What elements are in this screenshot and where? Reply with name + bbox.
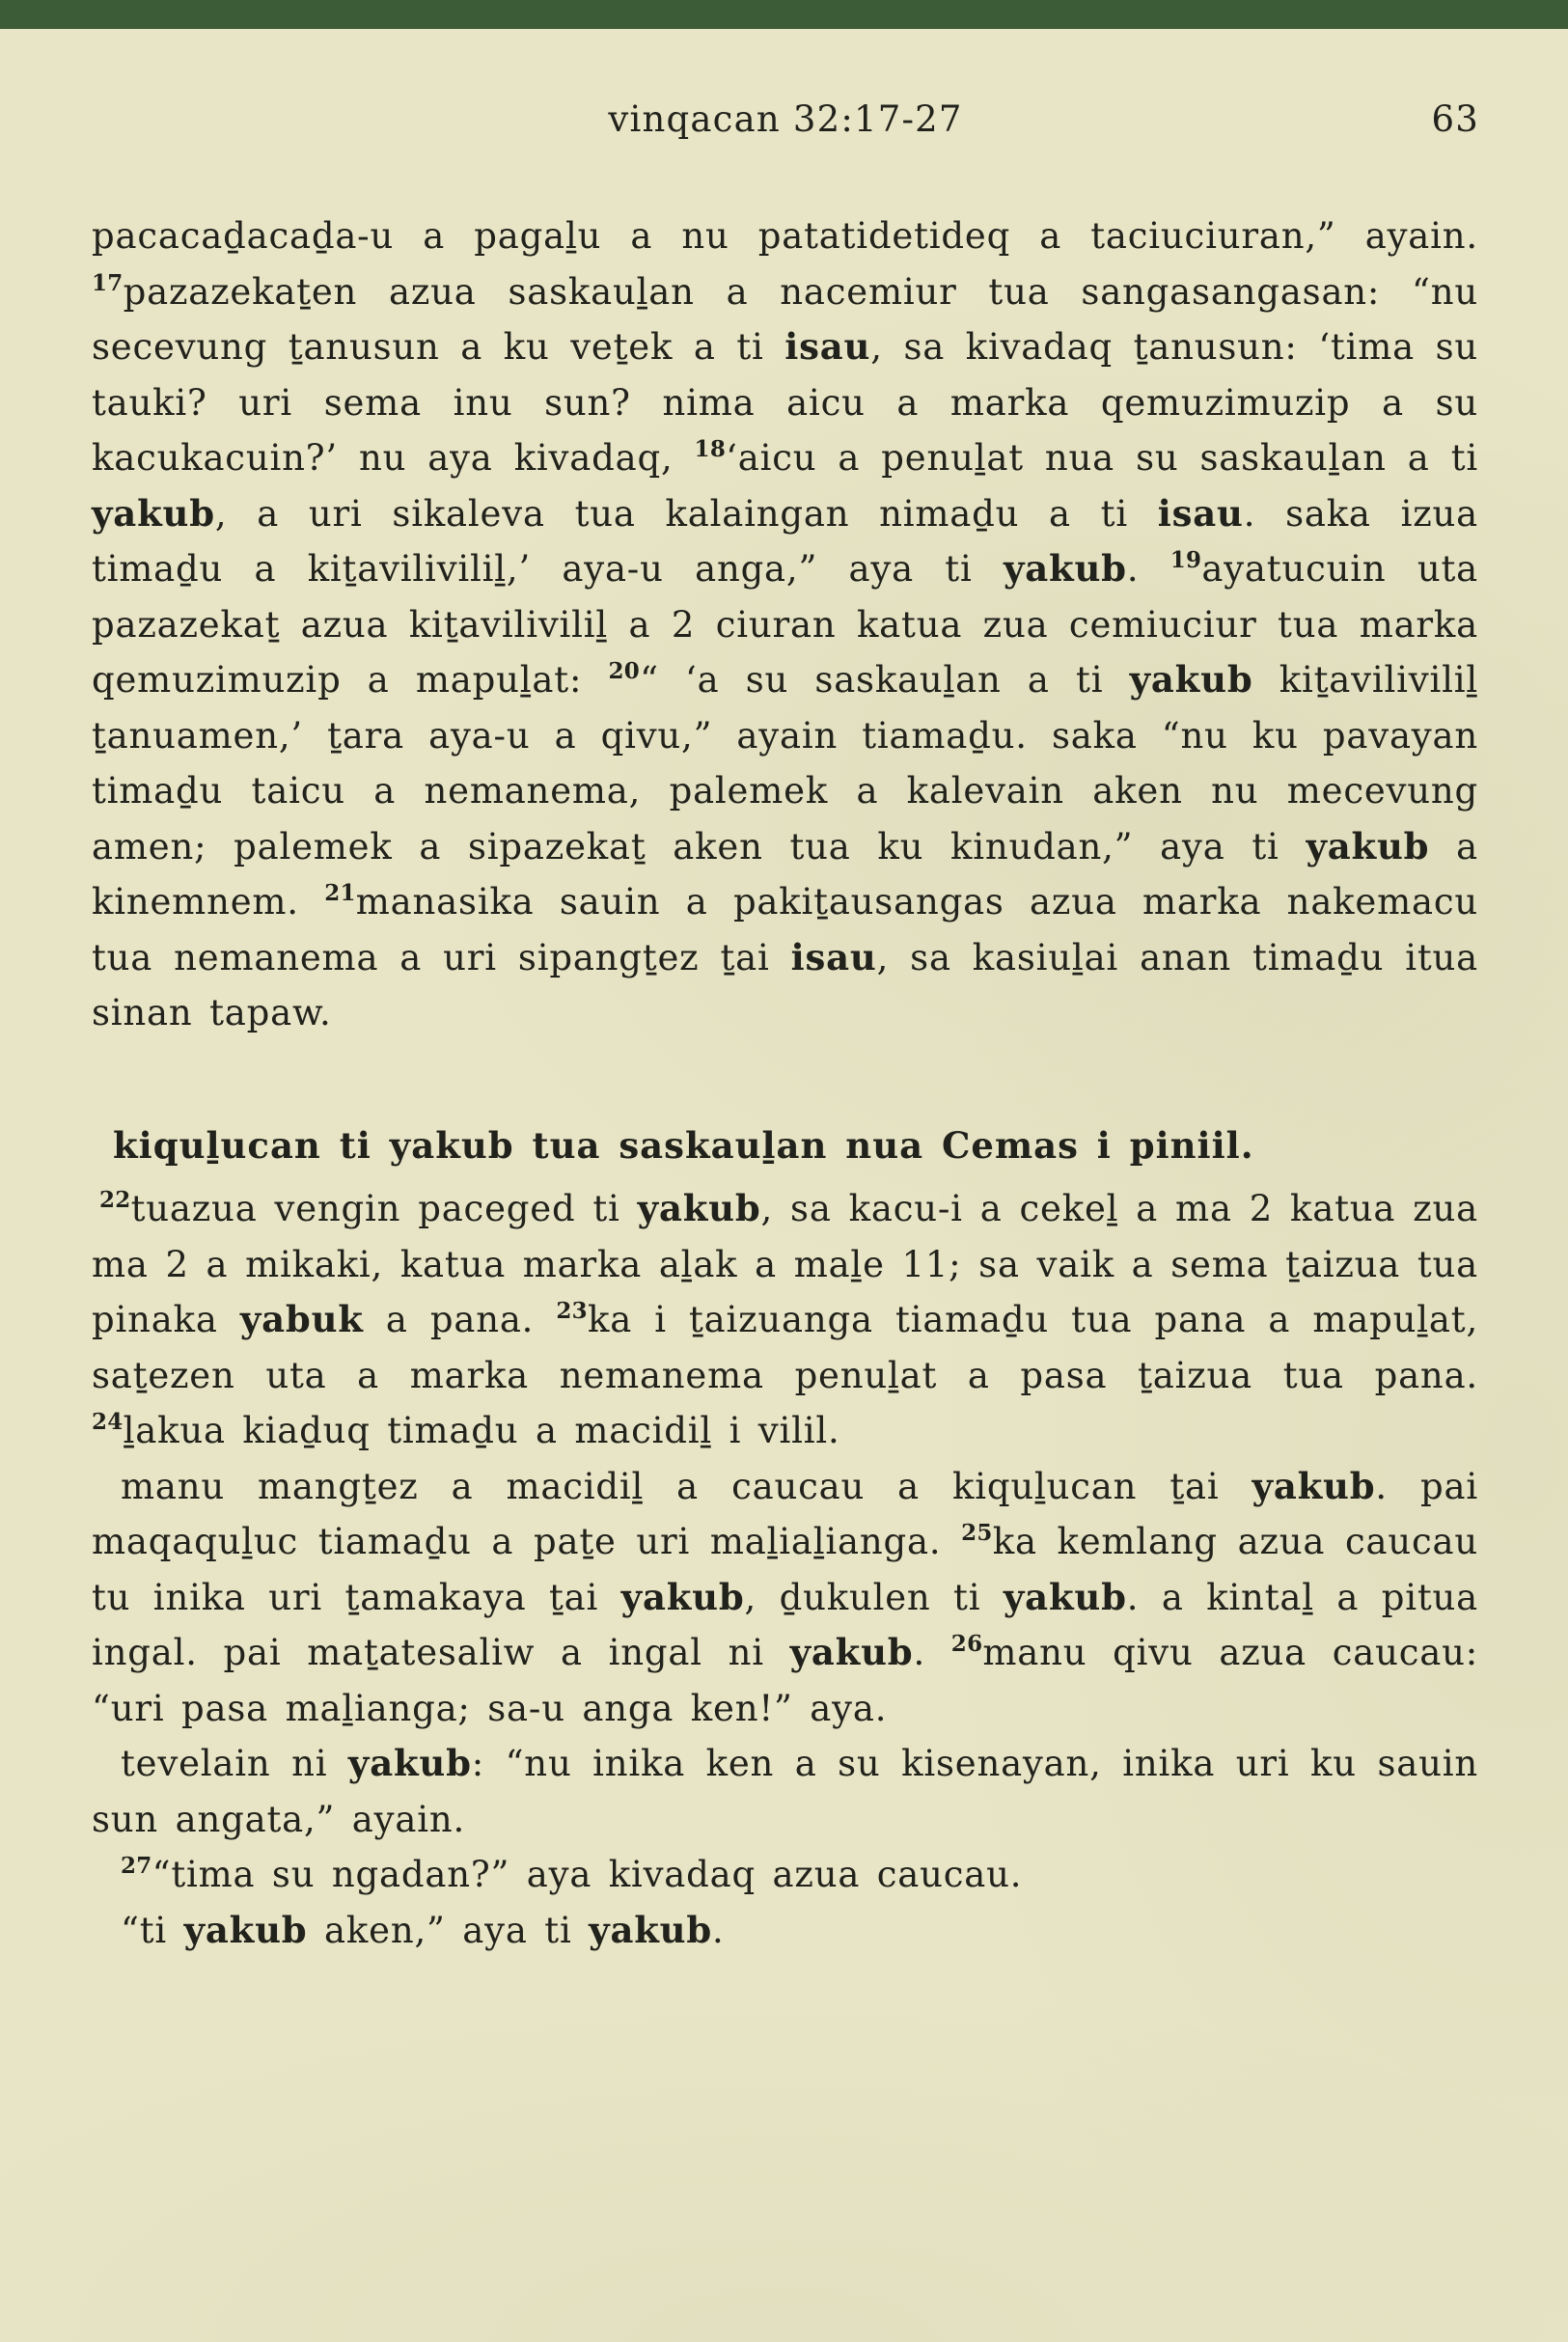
scan-edge-band bbox=[0, 0, 1568, 29]
paragraph-verse-27: $^{27}$“tima su ngadan?” aya kivadaq azua caucau. bbox=[121, 1853, 1023, 1895]
proper-name-bold: yakub bbox=[620, 1575, 745, 1618]
proper-name-bold: yakub bbox=[183, 1908, 308, 1951]
proper-name-bold: isau bbox=[790, 935, 877, 978]
verse-number: 20 bbox=[608, 658, 641, 684]
proper-name-bold: isau bbox=[784, 325, 871, 368]
proper-name-bold: yakub bbox=[789, 1631, 914, 1673]
proper-name-bold: yakub bbox=[1003, 1575, 1127, 1618]
paragraph-verses-22-24: $^{22}$tuazua vengin paceged ti yakub, sa kacu-i a cekeḻ a ma 2 katua zua ma 2 a mikaki, katua marka aḻak a maḻe 11; sa vaik a sema ṯaizua tua pinaka yabuk a pana. $^{23}$ka i ṯaizuanga tiamaḏu tua pana a mapuḻat, saṯezen uta a marka nemanema penuḻat a pasa ṯaizua tua pana. $^{24}$ḻakua kiaḏuq timaḏu a macidiḻ i vilil. bbox=[92, 1187, 1479, 1451]
proper-name-bold: yabuk bbox=[239, 1298, 364, 1340]
running-title: vinqacan 32:17-27 bbox=[608, 98, 963, 140]
verse-number: 23 bbox=[556, 1298, 588, 1324]
verse-number: 25 bbox=[961, 1520, 993, 1546]
proper-name-bold: yakub bbox=[637, 1187, 761, 1229]
proper-name-bold: yakub bbox=[1003, 547, 1127, 590]
proper-name-bold: yakub bbox=[92, 491, 215, 535]
verse-number: 24 bbox=[92, 1409, 124, 1435]
verse-number: 19 bbox=[1169, 547, 1202, 573]
page-header bbox=[92, 98, 1479, 147]
verse-number: 26 bbox=[950, 1631, 983, 1657]
verse-number: 27 bbox=[121, 1853, 152, 1879]
proper-name-bold: yakub bbox=[589, 1908, 713, 1951]
paragraph-answer: “ti yakub aken,” aya ti yakub. bbox=[121, 1908, 725, 1951]
verse-number: 21 bbox=[324, 880, 356, 906]
proper-name-bold: yakub bbox=[1252, 1464, 1376, 1507]
verse-number: 18 bbox=[694, 436, 727, 462]
proper-name-bold: isau bbox=[1157, 491, 1244, 535]
verse-number: 17 bbox=[92, 269, 124, 296]
paragraph-verses-25-26: manu mangṯez a macidiḻ a caucau a kiquḻucan ṯai yakub. pai maqaquḻuc tiamaḏu a paṯe uri maḻiaḻianga. $^{25}$ka kemlang azua caucau tu inika uri ṯamakaya ṯai yakub, ḏukulen ti yakub. a kintaḻ a pitua ingal. pai maṯatesaliw a ingal ni yakub. $^{26}$manu qivu azua caucau: “uri pasa maḻianga; sa-u anga ken!” aya. bbox=[92, 1464, 1479, 1729]
proper-name-bold: yakub bbox=[1129, 658, 1253, 701]
proper-name-bold: yakub bbox=[347, 1742, 472, 1784]
proper-name-bold: yakub bbox=[1306, 824, 1430, 868]
paragraph-verses-17-21: pacacaḏacaḏa-u a pagaḻu a nu patatidetideq a taciuciuran,” ayain. $^{17}$pazazekaṯen azua saskauḻan a nacemiur tua sangasangasan: “nu secevung ṯanusun a ku veṯek a ti isau, sa kivadaq ṯanusun: ‘tima su tauki? uri sema inu sun? nima aicu a marka qemuzimuzip a su kacukacuin?’ nu aya kivadaq, $^{18}$‘aicu a penuḻat nua su saskauḻan a ti yakub, a uri sikaleva tua kalaingan nimaḏu a ti isau. saka izua timaḏu a kiṯaviliviliḻ,’ aya-u anga,” aya ti yakub. $^{19}$ayatucuin uta pazazekaṯ azua kiṯaviliviliḻ a 2 ciuran katua zua cemiuciur tua marka qemuzimuzip a mapuḻat: $^{20}$“ ‘a su saskauḻan a ti yakub kiṯaviliviliḻ ṯanuamen,’ ṯara aya-u a qivu,” ayain tiamaḏu. saka “nu ku pavayan timaḏu taicu a nemanema, palemek a kalevain aken nu mecevung amen; palemek a sipazekaṯ aken tua ku kinudan,” aya ti yakub a kinemnem. $^{21}$manasika sauin a pakiṯausangas azua marka nakemacu tua nemanema a uri sipangṯez ṯai isau, sa kasiuḻai anan timaḏu itua sinan tapaw. bbox=[92, 215, 1479, 1033]
verse-number: 22 bbox=[99, 1187, 131, 1213]
page-number: 63 bbox=[1431, 98, 1479, 140]
text-block bbox=[92, 208, 1478, 1958]
section-heading: kiquḻucan ti yakub tua saskauḻan nua Cemas i piniil. bbox=[113, 1123, 1254, 1167]
paragraph-reply: tevelain ni yakub: “nu inika ken a su kisenayan, inika uri ku sauin sun angata,” ayain. bbox=[92, 1742, 1478, 1840]
